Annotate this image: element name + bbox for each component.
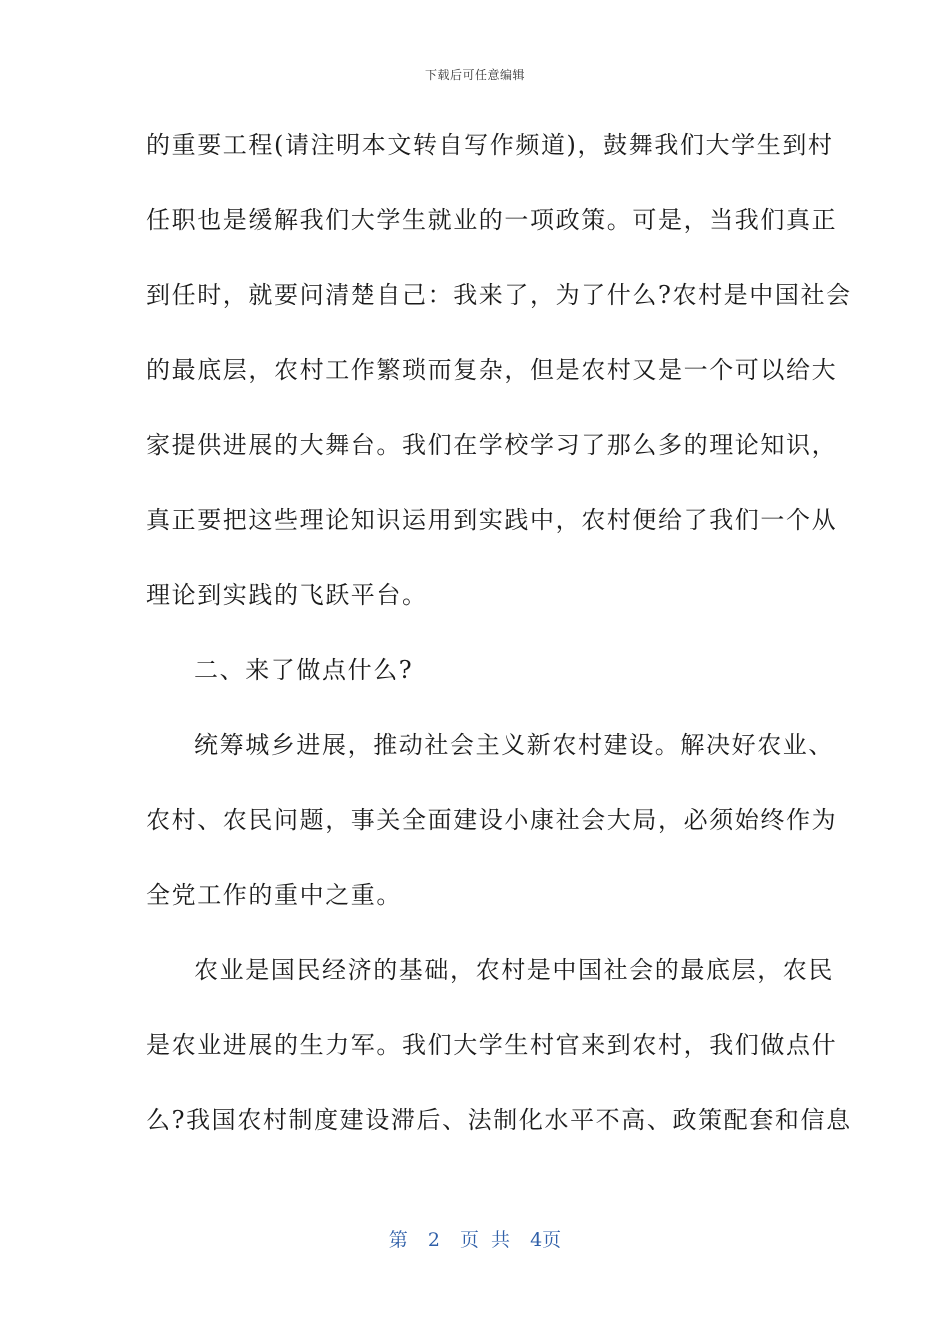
footer-prefix: 第 [388, 1229, 408, 1251]
section-heading: 二、来了做点什么? [194, 656, 414, 684]
text-line: 到任时，就要问清楚自己：我来了，为了什么?农村是中国社会 [146, 281, 852, 309]
footer-page-number: 2 [427, 1229, 440, 1251]
page-header: 下载后可任意编辑 [424, 68, 525, 82]
text-line: 农业是国民经济的基础，农村是中国社会的最底层，农民 [194, 956, 834, 984]
text-line: 么?我国农村制度建设滞后、法制化水平不高、政策配套和信息 [146, 1106, 852, 1134]
text-line: 家提供进展的大舞台。我们在学校学习了那么多的理论知识， [146, 431, 838, 459]
text-line: 任职也是缓解我们大学生就业的一项政策。可是，当我们真正 [146, 206, 838, 234]
page-footer [0, 1225, 950, 1252]
text-line: 统筹城乡进展，推动社会主义新农村建设。解决好农业、 [194, 731, 834, 759]
text-line: 全党工作的重中之重。 [146, 881, 402, 909]
text-line: 真正要把这些理论知识运用到实践中，农村便给了我们一个从 [146, 506, 838, 534]
text-line: 是农业进展的生力军。我们大学生村官来到农村，我们做点什 [146, 1031, 838, 1059]
text-line: 的最底层，农村工作繁琐而复杂，但是农村又是一个可以给大 [146, 356, 838, 384]
text-line: 的重要工程(请注明本文转自写作频道)，鼓舞我们大学生到村 [146, 131, 834, 159]
text-line: 理论到实践的飞跃平台。 [146, 581, 428, 609]
footer-total-pages: 4页 [530, 1229, 562, 1251]
footer-middle: 页 共 [460, 1229, 511, 1251]
text-line: 农村、农民问题，事关全面建设小康社会大局，必须始终作为 [146, 806, 838, 834]
document-body [146, 120, 852, 1170]
